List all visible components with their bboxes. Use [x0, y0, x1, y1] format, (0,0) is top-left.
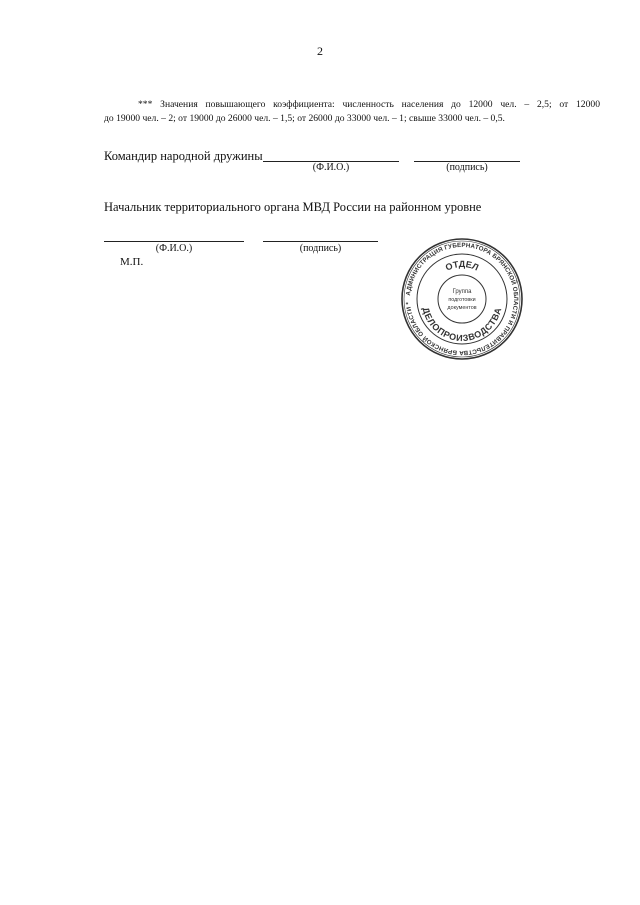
commander-fio-caption: (Ф.И.О.) [312, 162, 350, 173]
chief-signature-caption: (подпись) [299, 243, 342, 254]
stamp-center-line-1: Группа [452, 289, 472, 295]
stamp-outer-ring-text: АДМИНИСТРАЦИЯ ГУБЕРНАТОРА БРЯНСКОЙ ОБЛАСТИ И ПРАВИТЕЛЬСТВА БРЯНСКОЙ ОБЛАСТИ * [405, 241, 520, 357]
official-stamp [400, 237, 524, 361]
footnote-line-1: *** Значения повышающего коэффициента: численность населения до 12000 чел. – 2,5; от 12000 [138, 99, 600, 110]
stamp-bottom-text: ДЕЛОПРОИЗВОДСТВА [420, 306, 504, 344]
commander-label: Командир народной дружины [104, 149, 263, 163]
chief-label: Начальник территориального органа МВД России на районном уровне [104, 200, 482, 214]
chief-signature-line [263, 241, 378, 242]
stamp-top-text: ОТДЕЛ [443, 258, 481, 273]
page-number: 2 [317, 44, 323, 58]
stamp-center-line-3: документов [447, 305, 477, 311]
footnote-line-2: до 19000 чел. – 2; от 19000 до 26000 чел. – 1,5; от 26000 до 33000 чел. – 1; свыше 33000 чел. – 0,5. [104, 113, 505, 124]
footnote [104, 98, 600, 126]
chief-fio-line [104, 241, 244, 242]
chief-fio-caption: (Ф.И.О.) [155, 243, 193, 254]
seal-place-label: М.П. [120, 256, 144, 268]
commander-signature-caption: (подпись) [446, 162, 488, 173]
stamp-center-line-2: подготовки [448, 297, 476, 303]
